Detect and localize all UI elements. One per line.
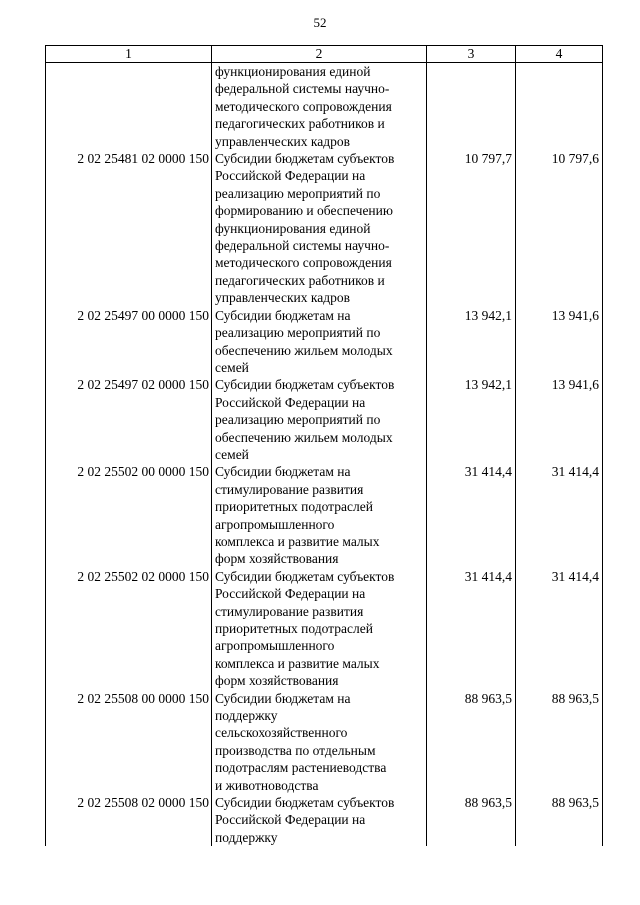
table-row [46,376,603,463]
column-header-1: 1 [46,46,212,63]
description-line: Субсидии бюджетам на [215,464,351,480]
description-line: приоритетных подотраслей [215,621,373,636]
description-line: производства по отдельным [215,742,376,758]
budget-code-cell: 2 02 25508 02 0000 150 [46,794,212,846]
budget-code-cell: 2 02 25502 02 0000 150 [46,568,212,690]
description-line: поддержку [215,829,278,845]
budget-code-cell: 2 02 25481 02 0000 150 [46,150,212,307]
budget-code-cell [46,63,212,151]
description-line: методического сопровождения [215,255,392,271]
description-line: Российской Федерации на [215,586,366,602]
amount-col4-cell: 10 797,6 [516,150,603,307]
amount-col4-cell: 13 941,6 [516,307,603,377]
column-header-3: 3 [427,46,516,63]
description-line: педагогических работников и [215,272,385,288]
description-line: стимулирование развития [215,481,364,497]
description-line: Субсидии бюджетам на [215,307,351,323]
description-line: и животноводства [215,777,319,793]
table-row [46,690,603,794]
description-line: функционирования единой [215,220,371,236]
table-row [46,568,603,690]
description-line: подотраслям растениеводства [215,760,387,776]
amount-col4-cell: 88 963,5 [516,794,603,846]
description-line: Субсидии бюджетам субъектов [215,151,395,167]
description-line: форм хозяйствования [215,673,339,689]
page-number: 52 [313,15,327,30]
amount-col3-cell: 13 942,1 [427,376,516,463]
amount-col3-cell: 13 942,1 [427,307,516,377]
description-line: комплекса и развитие малых [215,533,380,549]
description-line: Субсидии бюджетам субъектов [215,795,395,811]
description-line: Субсидии бюджетам субъектов [215,377,395,393]
description-line: управленческих кадров [215,290,350,306]
amount-col3-cell: 88 963,5 [427,690,516,794]
description-line: реализацию мероприятий по [215,412,381,428]
budget-code-cell: 2 02 25497 02 0000 150 [46,376,212,463]
description-line: Субсидии бюджетам на [215,690,351,706]
amount-col4-cell: 88 963,5 [516,690,603,794]
description-line: управленческих кадров [215,133,350,149]
description-line: сельскохозяйственного [215,725,348,741]
description-line: Российской Федерации на [215,812,366,828]
description-cell [212,307,427,377]
description-line: агропромышленного [215,638,335,654]
description-cell [212,568,427,690]
description-line: агропромышленного [215,516,335,532]
description-cell [212,150,427,307]
budget-code-cell: 2 02 25508 00 0000 150 [46,690,212,794]
table-row [46,307,603,377]
amount-col3-cell: 88 963,5 [427,794,516,846]
table-row [46,463,603,567]
description-line: семей [215,446,249,462]
description-line: комплекса и развитие малых [215,655,380,671]
table-row [46,150,603,307]
description-line: форм хозяйствования [215,551,339,567]
description-line: Российской Федерации на [215,394,366,410]
description-line: реализацию мероприятий по [215,185,381,201]
description-line: приоритетных подотраслей [215,499,373,515]
budget-table [45,45,603,846]
description-line: Субсидии бюджетам субъектов [215,568,395,584]
description-cell [212,376,427,463]
amount-col4-cell [516,63,603,151]
description-line: методического сопровождения [215,98,392,114]
description-cell [212,690,427,794]
header-row [46,46,603,63]
amount-col4-cell: 13 941,6 [516,376,603,463]
description-line: педагогических работников и [215,116,385,132]
description-line: стимулирование развития [215,603,364,619]
description-cell [212,63,427,151]
column-header-4: 4 [516,46,603,63]
table-row [46,63,603,151]
description-line: поддержку [215,708,278,724]
description-line: обеспечению жильем молодых [215,429,393,445]
description-line: семей [215,359,249,375]
amount-col3-cell: 10 797,7 [427,150,516,307]
description-line: функционирования единой [215,64,371,79]
description-line: Российской Федерации на [215,168,366,184]
amount-col4-cell: 31 414,4 [516,568,603,690]
column-header-2: 2 [212,46,427,63]
description-line: обеспечению жильем молодых [215,342,393,358]
amount-col4-cell: 31 414,4 [516,463,603,567]
table-row [46,794,603,846]
amount-col3-cell: 31 414,4 [427,463,516,567]
budget-code-cell: 2 02 25497 00 0000 150 [46,307,212,377]
description-line: федеральной системы научно- [215,238,390,254]
description-cell [212,463,427,567]
description-cell [212,794,427,846]
amount-col3-cell [427,63,516,151]
description-line: реализацию мероприятий по [215,325,381,341]
description-line: федеральной системы научно- [215,81,390,97]
description-line: формированию и обеспечению [215,203,393,219]
budget-code-cell: 2 02 25502 00 0000 150 [46,463,212,567]
amount-col3-cell: 31 414,4 [427,568,516,690]
